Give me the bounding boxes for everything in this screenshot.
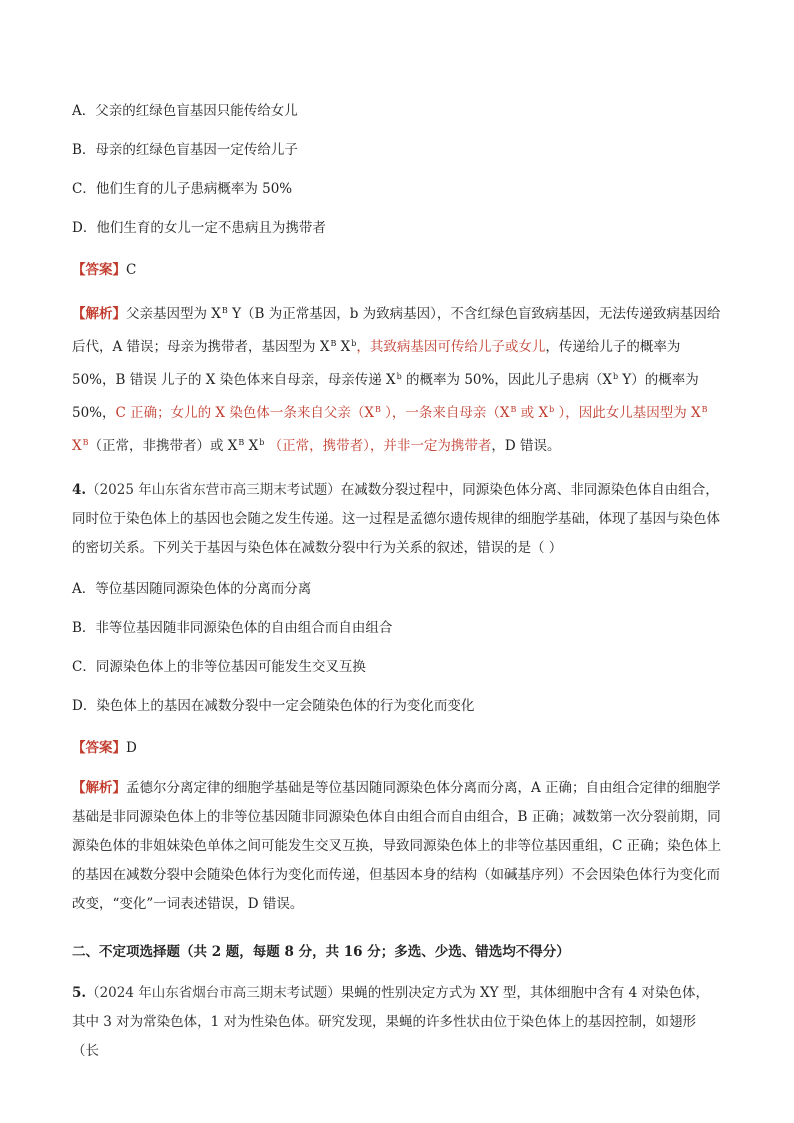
superscript: b bbox=[259, 438, 265, 447]
superscript: B bbox=[701, 405, 708, 414]
question-5-stem bbox=[72, 979, 722, 1066]
analysis-text-highlight: ），因此女儿基因型为 X bbox=[554, 405, 701, 421]
question-3-options bbox=[72, 100, 722, 239]
superscript: B bbox=[238, 438, 245, 447]
option-b: B．非等位基因随非同源染色体的自由组合而自由组合 bbox=[72, 620, 393, 636]
analysis-tag: 【解析】 bbox=[72, 780, 126, 796]
superscript: B bbox=[221, 306, 228, 315]
superscript: B bbox=[82, 438, 89, 447]
option-b: B．母亲的红绿色盲基因一定传给儿子 bbox=[72, 142, 298, 158]
question-text: 果蝇的性别决定方式为 XY 型，其体细胞中含有 4 对染色体，其中 3 对为常染色体，1 对为性染色体。研究发现，果蝇的许多性状由位于染色体上的基因控制，如翅形（长 bbox=[72, 985, 710, 1059]
question-number: 5. bbox=[72, 985, 87, 1001]
question-4-stem bbox=[72, 476, 722, 563]
answer-value: C bbox=[126, 262, 137, 278]
superscript: b bbox=[396, 372, 402, 381]
analysis-text-highlight: （正常，携带者），并非一定为携带者 bbox=[264, 438, 492, 454]
analysis-text: Y）的概率为 50%， bbox=[72, 372, 699, 421]
question-number: 4. bbox=[72, 482, 87, 498]
analysis-text: Y（B 为正常基因，b 为致病基因），不含红绿色盲致病基因，无法传递致病基因给后代，A 错误；母亲为携带者，基因型为 X bbox=[72, 306, 721, 355]
option-d: D．染色体上的基因在减数分裂中一定会随染色体的行为变化而变化 bbox=[72, 698, 475, 714]
analysis-text-highlight: ），一条来自母亲（X bbox=[380, 405, 510, 421]
analysis-text: ，传递给儿子的概率为 50%，B 错误 儿子的 X 染色体来自母亲，母亲传递 X bbox=[72, 339, 681, 388]
question-4-options bbox=[72, 578, 722, 717]
answer-line-q3 bbox=[72, 259, 722, 281]
analysis-q3 bbox=[72, 296, 722, 461]
answer-value: D bbox=[126, 740, 137, 756]
analysis-text: X bbox=[244, 438, 259, 454]
question-source: （2024 年山东省烟台市高三期末考试题） bbox=[86, 985, 341, 1001]
superscript: b bbox=[351, 339, 357, 348]
question-text: 在减数分裂过程中，同源染色体分离、非同源染色体自由组合，同时位于染色体上的基因也会随之发生传递。这一过程是孟德尔遗传规律的细胞学基础，体现了基因与染色体的密切关系。下列关于基因与染色体在减数分裂中行为关系的叙述，错误的是（ ） bbox=[72, 482, 720, 556]
analysis-text-highlight: ，其致病基因可传给儿子或女儿 bbox=[356, 339, 546, 355]
option-a: A．等位基因随同源染色体的分离而分离 bbox=[72, 581, 312, 597]
superscript: b bbox=[612, 372, 619, 381]
option-d: D．他们生育的女儿一定不患病且为携带者 bbox=[72, 220, 326, 236]
superscript: B bbox=[330, 339, 337, 348]
analysis-q4 bbox=[72, 774, 722, 919]
superscript: B bbox=[374, 405, 381, 414]
option-a: A．父亲的红绿色盲基因只能传给女儿 bbox=[72, 103, 298, 119]
analysis-text-highlight: 或 X bbox=[516, 405, 549, 421]
analysis-tag: 【解析】 bbox=[72, 306, 126, 322]
section-heading: 二、不定项选择题（共 2 题，每题 8 分，共 16 分；多选、少选、错选均不得分） bbox=[72, 944, 570, 960]
analysis-text: （正常，非携带者）或 X bbox=[88, 438, 238, 454]
superscript: b bbox=[549, 405, 555, 414]
question-source: （2025 年山东省东营市高三期末考试题） bbox=[86, 482, 341, 498]
analysis-text-highlight: X bbox=[72, 438, 82, 454]
option-c: C．同源染色体上的非等位基因可能发生交叉互换 bbox=[72, 659, 366, 675]
analysis-text: X bbox=[336, 339, 351, 355]
analysis-text-highlight: C 正确；女儿的 X 染色体一条来自父亲（X bbox=[115, 405, 374, 421]
superscript: B bbox=[510, 405, 517, 414]
option-c: C．他们生育的儿子患病概率为 50% bbox=[72, 181, 293, 197]
analysis-text: 父亲基因型为 X bbox=[126, 306, 221, 322]
answer-tag: 【答案】 bbox=[72, 740, 126, 756]
analysis-text: 孟德尔分离定律的细胞学基础是等位基因随同源染色体分离而分离，A 正确；自由组合定律的细胞学基础是非同源染色体上的非等位基因随非同源染色体自由组合而自由组合，B 正确；减数第一次分裂前期，同源染色体的非姐妹染色单体之间可能发生交叉互换，导致同源染色体上的非等位基因重组，C 正确；染色体上的基因在减数分裂中会随染色体行为变化而传递，但基因本身的结构（如碱基序列）不会因染色体行为变化而改变，“变化”一词表述错误，D 错误。 bbox=[72, 780, 722, 912]
answer-line-q4 bbox=[72, 737, 722, 759]
analysis-text: ，D 错误。 bbox=[491, 438, 561, 454]
analysis-text: 的概率为 50%，因此儿子患病（X bbox=[401, 372, 612, 388]
answer-tag: 【答案】 bbox=[72, 262, 126, 278]
